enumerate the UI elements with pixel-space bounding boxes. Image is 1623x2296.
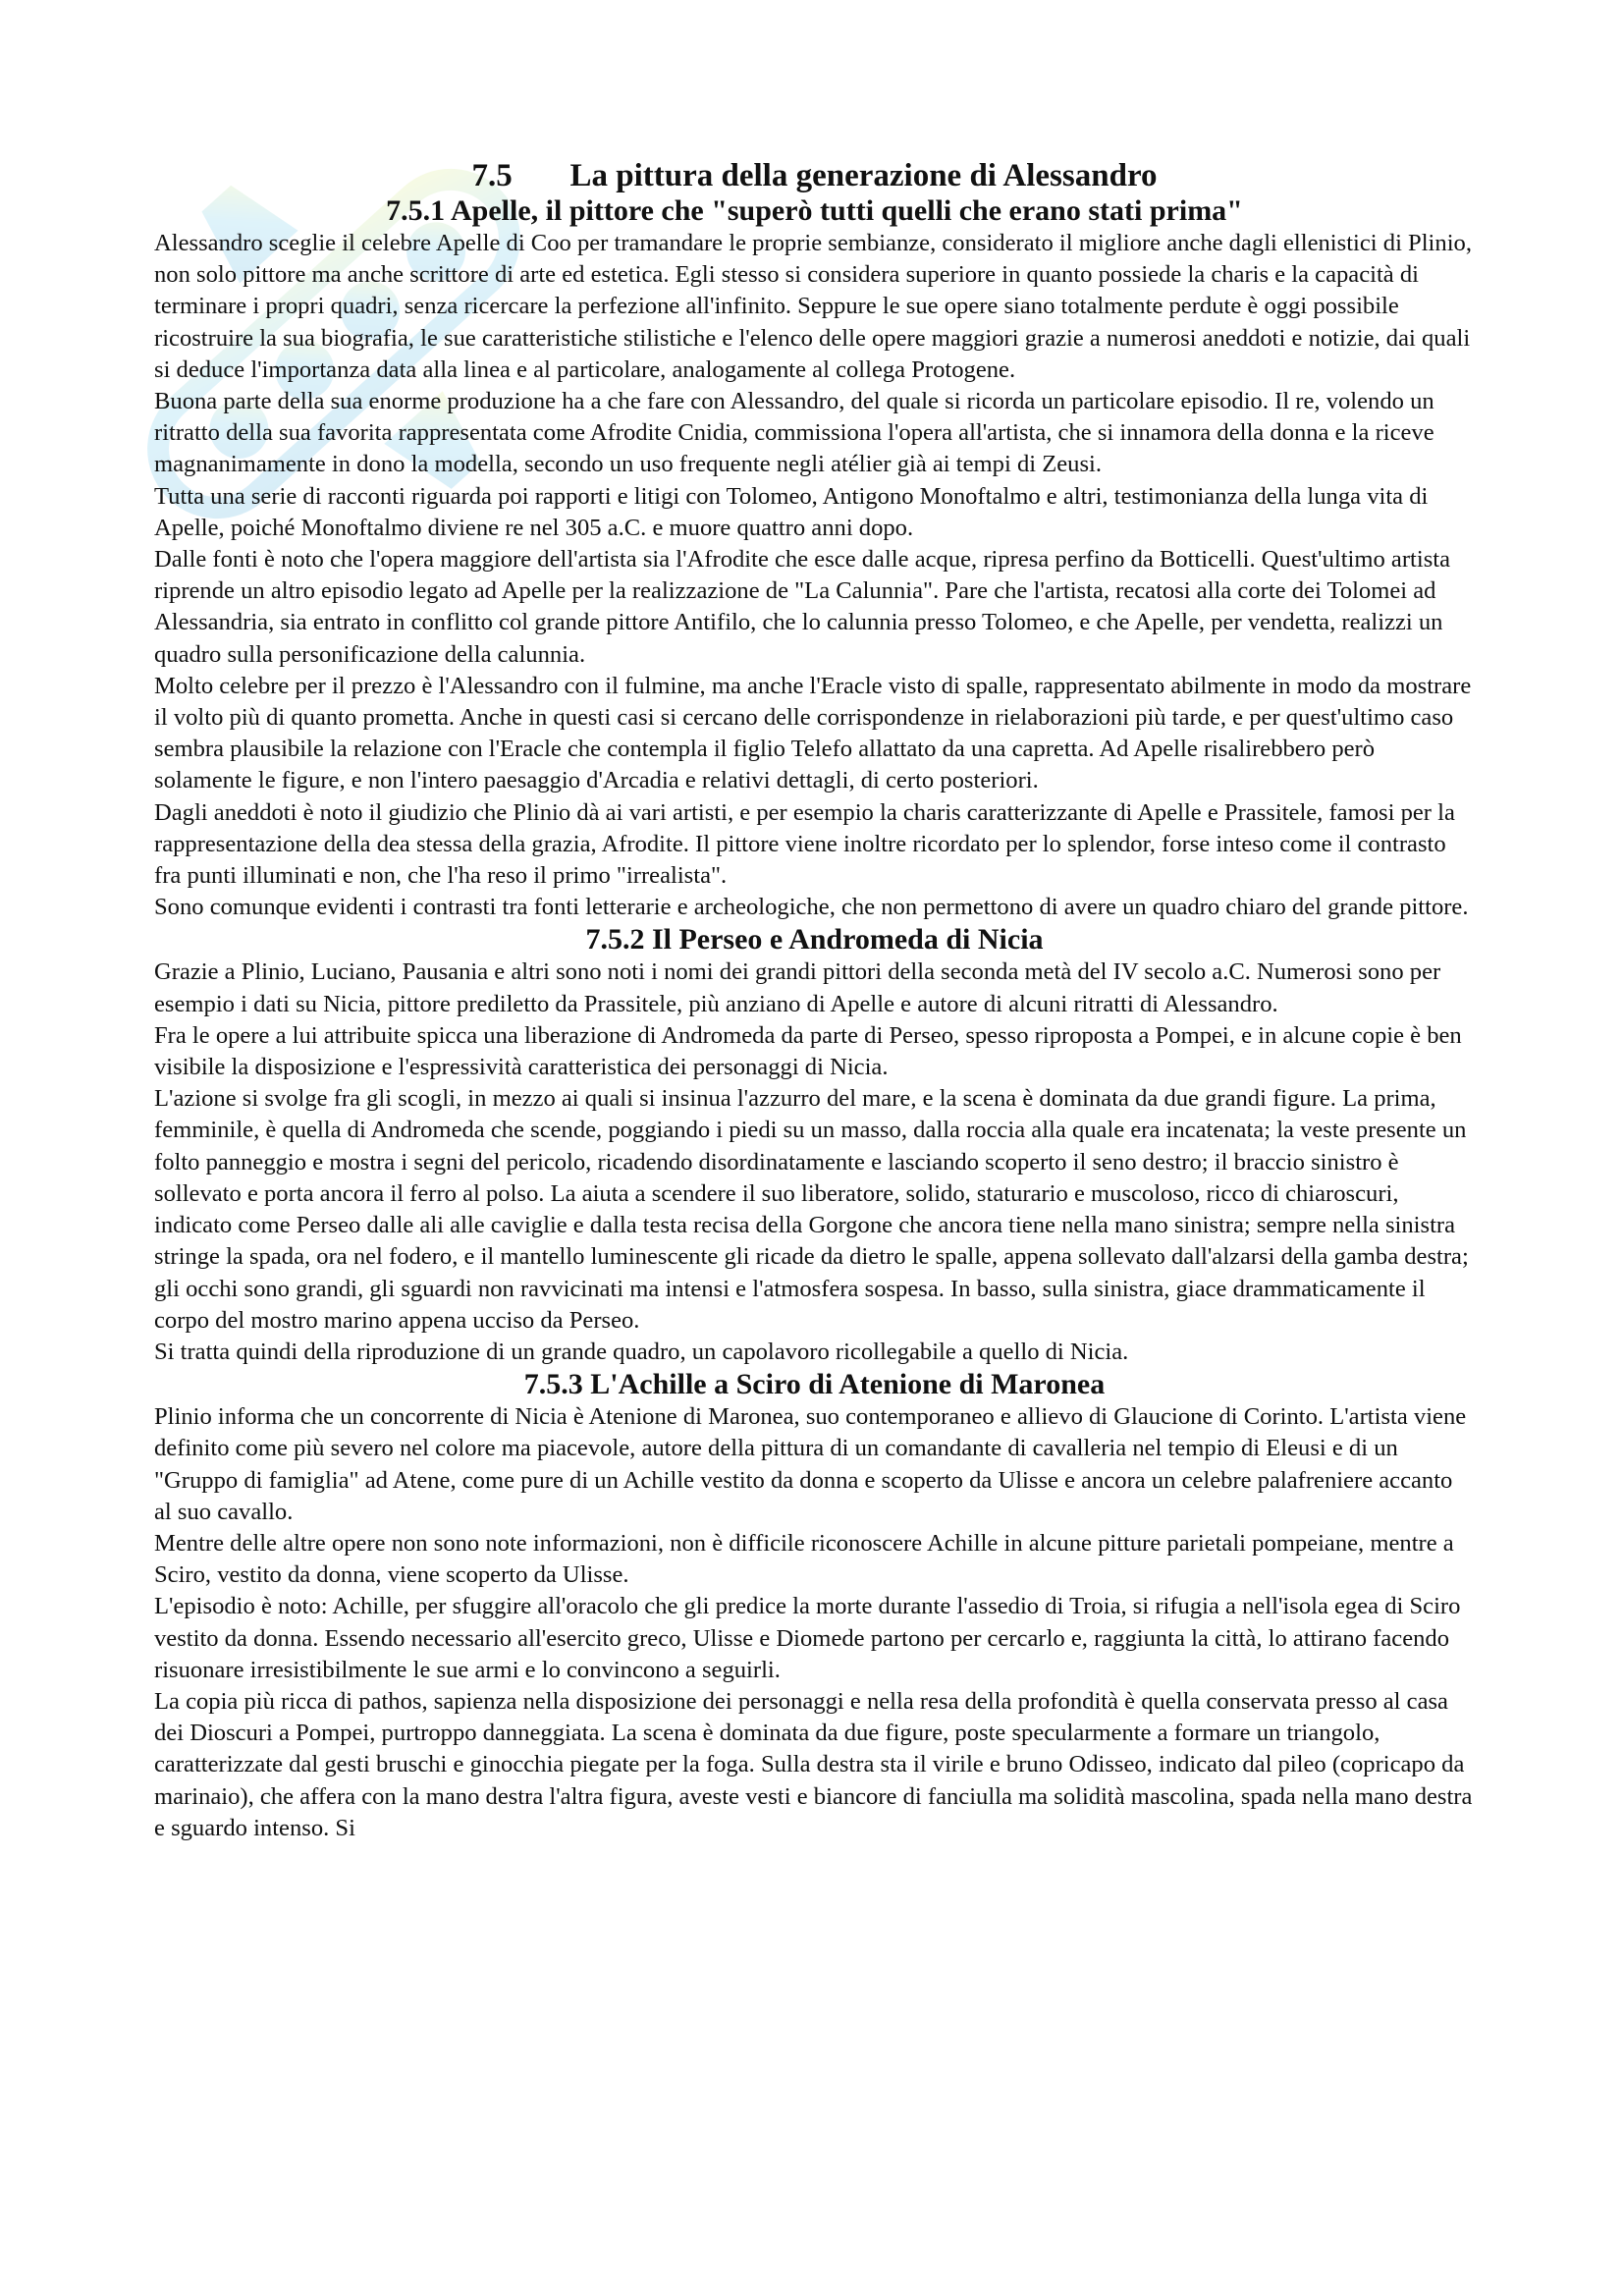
paragraph: L'episodio è noto: Achille, per sfuggire all'oracolo che gli predice la morte durante l'assedio di Troia, si rifugia a nell'isola egea di Sciro vestito da donna. Essendo necessario all'esercito greco, Ulisse e Diomede partono per cercarlo e, raggiunta la città, lo attirano facendo risuonare irresistibilmente le sue armi e lo convincono a seguirli. <box>154 1593 1461 1683</box>
paragraph: Dagli aneddoti è noto il giudizio che Plinio dà ai vari artisti, e per esempio la charis caratterizzante di Apelle e Prassitele, famosi per la rappresentazione della dea stessa della grazia, Afrodite. Il pittore viene inoltre ricordato per lo splendor, forse inteso come il contrasto fra punti illuminati e non, che l'ha reso il primo "irrealista". <box>154 798 1455 890</box>
paragraph: Si tratta quindi della riproduzione di un grande quadro, un capolavoro ricollegabile a quello di Nicia. <box>154 1338 1129 1365</box>
chapter-heading <box>154 157 1475 194</box>
section-nicia <box>154 923 1475 1368</box>
chapter-number: 7.5 <box>471 158 513 193</box>
paragraph: Buona parte della sua enorme produzione ha a che fare con Alessandro, del quale si ricorda un particolare episodio. Il re, volendo un ritratto della sua favorita rappresentata come Afrodite Cnidia, commissiona l'opera all'artista, che si innamora della donna e la riceve magnanimamente in dono la modella, secondo un uso frequente negli atélier già ai tempi di Zeusi. <box>154 388 1434 478</box>
paragraph: Molto celebre per il prezzo è l'Alessandro con il fulmine, ma anche l'Eracle visto di spalle, rappresentato abilmente in modo da mostrare il volto più di quanto prometta. Anche in questi casi si cercano delle corrispondenze in rielaborazioni più tarde, e per quest'ultimo caso sembra plausibile la relazione con l'Eracle che contempla il figlio Telefo allattato da una capretta. Ad Apelle risalirebbero però solamente le figure, e non l'intero paesaggio d'Arcadia e relativi dettagli, di certo posteriori. <box>154 672 1472 794</box>
paragraph: L'azione si svolge fra gli scogli, in mezzo ai quali si insinua l'azzurro del mare, e la scena è dominata da due grandi figure. La prima, femminile, è quella di Andromeda che scende, poggiando i piedi su un masso, dalla roccia alla quale era incatenata; la veste presente un folto panneggio e mostra i segni del pericolo, ricadendo disordinatamente e lasciando scoperto il seno destro; il braccio sinistro è sollevato e porta ancora il ferro al polso. La aiuta a scendere il suo liberatore, solido, staturario e muscoloso, ricco di chiaroscuri, indicato come Perseo dalle ali alle caviglie e dalla testa recisa della Gorgone che ancora tiene nella mano sinistra; sempre nella sinistra stringe la spada, ora nel fodero, e il mantello luminescente gli ricade da dietro le spalle, appena sollevato dall'alzarsi della gamba destra; gli occhi sono grandi, gli sguardi non ravvicinati ma intensi e l'atmosfera sospesa. In basso, sulla sinistra, giace drammaticamente il corpo del mostro marino appena ucciso da Perseo. <box>154 1085 1469 1334</box>
paragraph: Tutta una serie di racconti riguarda poi rapporti e litigi con Tolomeo, Antigono Monoftalmo e altri, testimonianza della lunga vita di Apelle, poiché Monoftalmo diviene re nel 305 a.C. e muore quattro anni dopo. <box>154 482 1429 541</box>
document-page <box>154 157 1475 1844</box>
section-apelle <box>154 194 1475 923</box>
chapter-title: La pittura della generazione di Alessandro <box>569 158 1158 193</box>
paragraph: Alessandro sceglie il celebre Apelle di Coo per tramandare le proprie sembianze, considerato il migliore anche dagli ellenistici di Plinio, non solo pittore ma anche scrittore di arte ed estetica. Egli stesso si considera superiore in quanto possiede la charis e la capacità di terminare i propri quadri, senza ricercare la perfezione all'infinito. Seppure le sue opere siano totalmente perdute è oggi possibile ricostruire la sua biografia, le sue caratteristiche stilistiche e l'elenco delle opere maggiori grazie a numerosi aneddoti e notizie, dai quali si deduce l'importanza data alla linea e al particolare, analogamente al collega Protogene. <box>154 230 1472 383</box>
paragraph: Mentre delle altre opere non sono note informazioni, non è difficile riconoscere Achille in alcune pitture parietali pompeiane, mentre a Sciro, vestito da donna, viene scoperto da Ulisse. <box>154 1529 1454 1589</box>
section-atenione <box>154 1368 1475 1844</box>
paragraph: Dalle fonti è noto che l'opera maggiore dell'artista sia l'Afrodite che esce dalle acque, ripresa perfino da Botticelli. Quest'ultimo artista riprende un altro episodio legato ad Apelle per la realizzazione de "La Calunnia". Pare che l'artista, recatosi alla corte dei Tolomei ad Alessandria, sia entrato in conflitto col grande pittore Antifilo, che lo calunnia presso Tolomeo, e che Apelle, per vendetta, realizzi un quadro sulla personificazione della calunnia. <box>154 546 1451 668</box>
section-heading: 7.5.3 L'Achille a Sciro di Atenione di Maronea <box>523 1368 1106 1401</box>
paragraph: Sono comunque evidenti i contrasti tra fonti letterarie e archeologiche, che non permettono di avere un quadro chiaro del grande pittore. <box>154 894 1469 921</box>
paragraph: Grazie a Plinio, Luciano, Pausania e altri sono noti i nomi dei grandi pittori della seconda metà del IV secolo a.C. Numerosi sono per esempio i dati su Nicia, pittore prediletto da Prassitele, più anziano di Apelle e autore di alcuni ritratti di Alessandro. <box>154 958 1441 1017</box>
paragraph: Fra le opere a lui attribuite spicca una liberazione di Andromeda da parte di Perseo, spesso riproposta a Pompei, e in alcune copie è ben visibile la disposizione e l'espressività caratteristica dei personaggi di Nicia. <box>154 1021 1462 1081</box>
section-heading: 7.5.2 Il Perseo e Andromeda di Nicia <box>585 923 1044 957</box>
section-heading: 7.5.1 Apelle, il pittore che "superò tutti quelli che erano stati prima" <box>386 194 1243 227</box>
paragraph: Plinio informa che un concorrente di Nicia è Atenione di Maronea, suo contemporaneo e allievo di Glaucione di Corinto. L'artista viene definito come più severo nel colore ma piacevole, autore della pittura di un comandante di cavalleria nel tempio di Eleusi e di un "Gruppo di famiglia" ad Atene, come pure di un Achille vestito da donna e scoperto da Ulisse e ancora un celebre palafreniere accanto al suo cavallo. <box>154 1403 1467 1525</box>
paragraph: La copia più ricca di pathos, sapienza nella disposizione dei personaggi e nella resa della profondità è quella conservata presso al casa dei Dioscuri a Pompei, purtroppo danneggiata. La scena è dominata da due figure, poste specularmente a formare un triangolo, caratterizzate dal gesti bruschi e ginocchia piegate per la foga. Sulla destra sta il virile e bruno Odisseo, indicato dal pileo (copricapo da marinaio), che affera con la mano destra l'altra figura, aveste vesti e biancore di fanciulla ma solidità mascolina, spada nella mano destra e sguardo intenso. Si <box>154 1687 1473 1841</box>
